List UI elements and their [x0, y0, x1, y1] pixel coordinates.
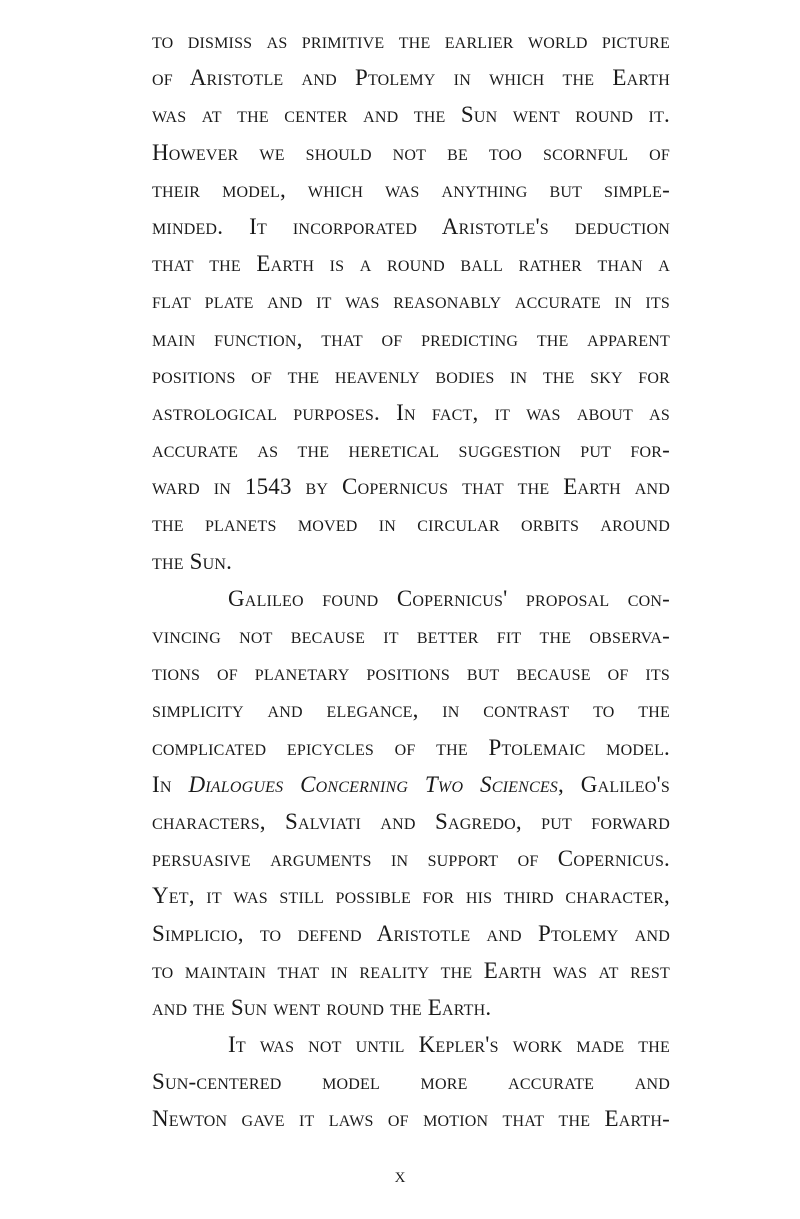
text-line: Galileo found Copernicus' proposal con- [228, 585, 670, 611]
text-line: Newton gave it laws of motion that the Earth- [152, 1106, 670, 1132]
text-line: However we should not be too scornful of [152, 139, 670, 165]
text-line: the Sun. [152, 548, 233, 574]
text-line-with-title [152, 766, 670, 803]
text-line: and the Sun went round the Earth. [152, 994, 492, 1020]
text-line: vincing not because it better fit the observa- [152, 623, 670, 648]
text-line: minded. It incorporated Aristotle's deduction [152, 213, 670, 239]
text-line: flat plate and it was reasonably accurate in its [152, 288, 670, 314]
text-line: to maintain that in reality the Earth was at rest [152, 957, 670, 983]
text-line: persuasive arguments in support of Copernicus. [152, 846, 670, 872]
text-line: characters, Salviati and Sagredo, put forward [152, 808, 670, 834]
text-line: of Aristotle and Ptolemy in which the Earth [152, 65, 670, 91]
text-line: the planets moved in circular orbits around [152, 511, 670, 537]
text-line: main function, that of predicting the apparent [152, 325, 670, 351]
text-line: ward in 1543 by Copernicus that the Earth and [152, 474, 670, 500]
page-number: x [394, 1162, 406, 1187]
text-line: Yet, it was still possible for his third character, [152, 883, 670, 909]
text-line: their model, which was anything but simple- [152, 176, 670, 202]
text-line: Sun-centered model more accurate and [152, 1069, 670, 1095]
body-text [152, 22, 670, 1138]
text-line: It was not until Kepler's work made the [228, 1032, 670, 1058]
text-line: accurate as the heretical suggestion put for- [152, 437, 670, 463]
text-line: simplicity and elegance, in contrast to the [152, 697, 670, 723]
line-prefix: In [152, 771, 189, 797]
book-title: Dialogues Concerning Two Sciences [188, 771, 558, 797]
text-line: to dismiss as primitive the earlier world picture [152, 28, 670, 53]
text-line: complicated epicycles of the Ptolemaic model. [152, 734, 670, 760]
text-line: that the Earth is a round ball rather than a [152, 251, 670, 277]
text-line: astrological purposes. In fact, it was about as [152, 399, 670, 425]
text-line: positions of the heavenly bodies in the sky for [152, 362, 670, 388]
text-line: was at the center and the Sun went round it. [152, 102, 670, 128]
text-line: tions of planetary positions but because of its [152, 660, 670, 686]
text-line: Simplicio, to defend Aristotle and Ptolemy and [152, 920, 670, 946]
line-suffix: , Galileo's [558, 771, 670, 797]
